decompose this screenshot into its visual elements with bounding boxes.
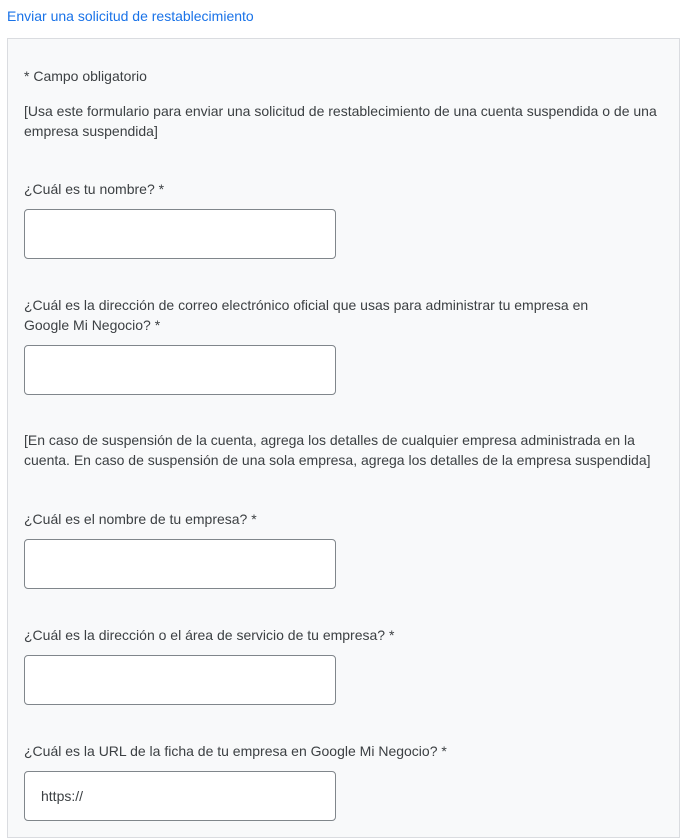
listing-url-input[interactable]	[24, 771, 336, 821]
email-input[interactable]	[24, 345, 336, 395]
reinstatement-request-link[interactable]: Enviar una solicitud de restablecimiento	[7, 8, 254, 24]
suspension-note: [En caso de suspensión de la cuenta, agrega los detalles de cualquier empresa administrada en la cuenta. En caso de suspensión de una sola empresa, agrega los detalles de la empresa suspendida]	[24, 432, 651, 468]
name-input[interactable]	[24, 209, 336, 259]
reinstatement-form	[7, 38, 680, 838]
form-intro: [Usa este formulario para enviar una solicitud de restablecimiento de una cuenta suspendida o de una empresa suspendida]	[24, 103, 657, 139]
business-address-label: ¿Cuál es la dirección o el área de servicio de tu empresa? *	[24, 627, 395, 643]
email-label: ¿Cuál es la dirección de correo electrónico oficial que usas para administrar tu empresa en Google Mi Negocio? *	[24, 297, 589, 333]
business-name-input[interactable]	[24, 539, 336, 589]
name-label: ¿Cuál es tu nombre? *	[24, 181, 165, 197]
listing-url-label: ¿Cuál es la URL de la ficha de tu empresa en Google Mi Negocio? *	[24, 743, 447, 759]
business-name-label: ¿Cuál es el nombre de tu empresa? *	[24, 511, 257, 527]
required-field-note: * Campo obligatorio	[24, 68, 147, 84]
business-address-input[interactable]	[24, 655, 336, 705]
